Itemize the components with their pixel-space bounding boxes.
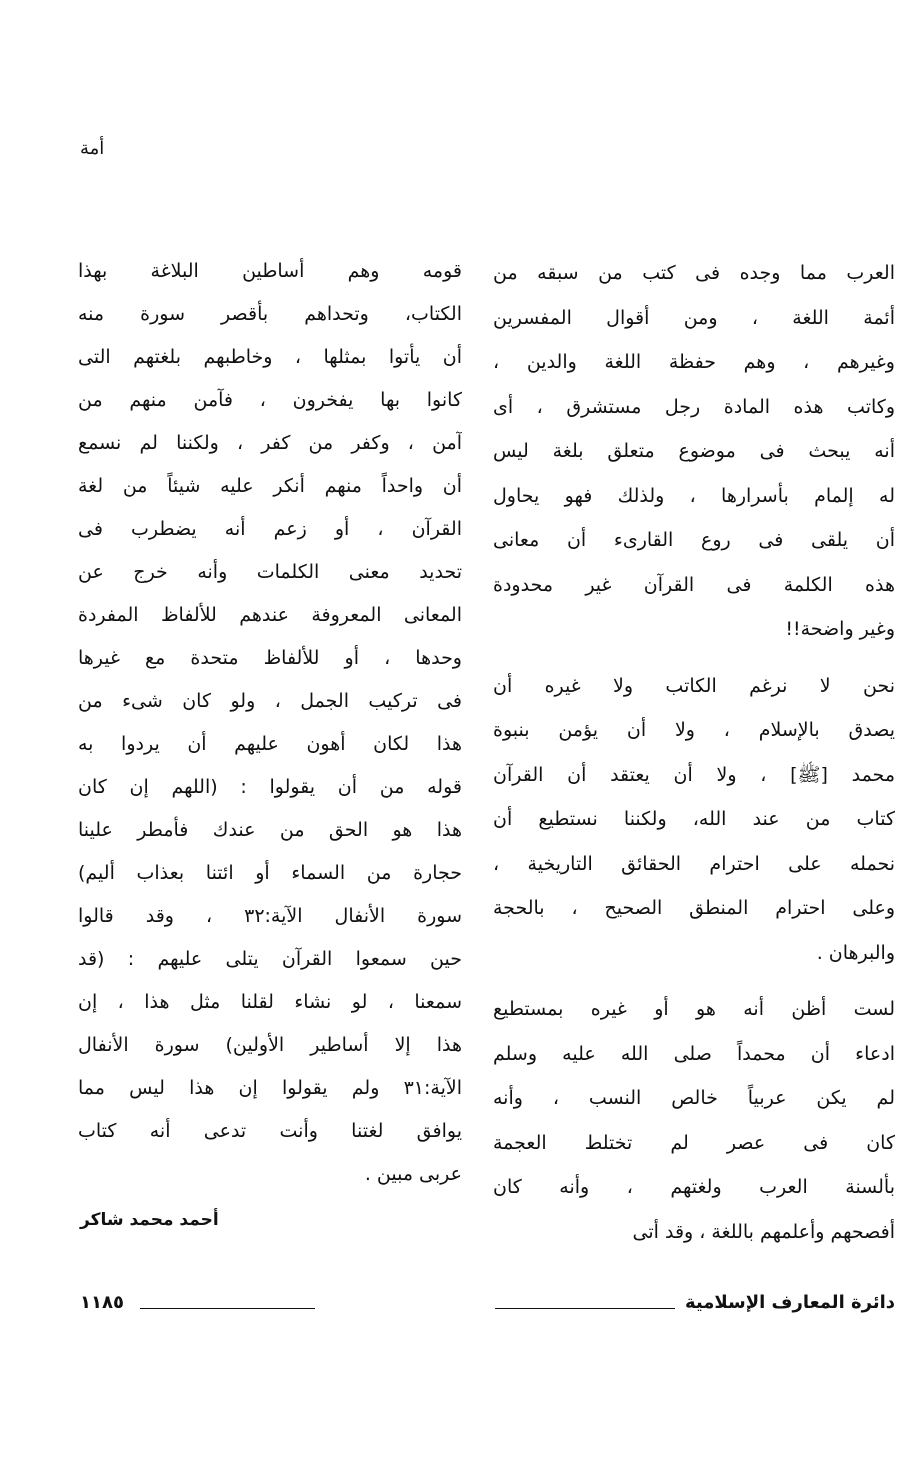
text-line: قوله من أن يقولوا : (اللهم إن كان: [78, 776, 462, 798]
text-line: حين سمعوا القرآن يتلى عليهم : (قد: [78, 948, 462, 970]
text-line: هذا إلا أساطير الأولين) سورة الأنفال: [78, 1034, 462, 1056]
paragraph: [78, 256, 462, 1202]
text-line: الكتاب، وتحداهم بأقصر سورة منه: [78, 303, 462, 325]
text-line: نحمله على احترام الحقائق التاريخية ،: [493, 852, 895, 875]
author-signature: أحمد محمد شاكر: [80, 1210, 219, 1230]
paragraph: [493, 994, 895, 1261]
text-line: فى تركيب الجمل ، ولو كان شىء من: [78, 690, 462, 712]
text-line: هذا هو الحق من عندك فأمطر علينا: [78, 819, 462, 841]
text-line: آمن ، وكفر من كفر ، ولكننا لم نسمع: [78, 432, 462, 454]
text-line: بألسنة العرب ولغتهم ، وأنه كان: [493, 1176, 895, 1198]
text-line: أن واحداً منهم أنكر عليه شيئاً من لغة: [78, 475, 462, 497]
right-column: [493, 258, 895, 1273]
text-line: لست أظن أنه هو أو غيره بمستطيع: [493, 998, 895, 1020]
text-line: كان فى عصر لم تختلط العجمة: [493, 1131, 895, 1154]
text-line: قومه وهم أساطين البلاغة بهذا: [78, 260, 462, 282]
text-line: والبرهان .: [816, 941, 895, 964]
text-line: وحدها ، أو للألفاظ متحدة مع غيرها: [78, 647, 462, 669]
left-column: [78, 256, 462, 1214]
text-line: حجارة من السماء أو ائتنا بعذاب أليم): [78, 862, 462, 884]
text-line: هذا لكان أهون عليهم أن يردوا به: [78, 733, 462, 755]
paragraph: [493, 671, 895, 983]
footer-rule: [140, 1308, 315, 1309]
text-line: لم يكن عربياً خالص النسب ، وأنه: [493, 1087, 895, 1109]
text-line: يوافق لغتنا وأنت تدعى أنه كتاب: [78, 1120, 462, 1142]
text-line: المعانى المعروفة عندهم للألفاظ المفردة: [78, 604, 462, 626]
page-number: ١١٨٥: [80, 1292, 124, 1313]
text-line: محمد [ﷺ] ، ولا أن يعتقد أن القرآن: [493, 763, 895, 786]
text-line: العرب مما وجده فى كتب من سبقه من: [493, 262, 895, 284]
text-line: الآية:٣١ ولم يقولوا إن هذا ليس مما: [78, 1077, 462, 1099]
text-line: أفصحهم وأعلمهم باللغة ، وقد أتى: [632, 1220, 895, 1243]
footer-rule: [495, 1308, 675, 1309]
text-line: كتاب من عند الله، ولكننا نستطيع أن: [493, 808, 895, 830]
text-line: القرآن ، أو زعم أنه يضطرب فى: [78, 518, 462, 540]
text-line: تحديد معنى الكلمات وأنه خرج عن: [78, 561, 462, 583]
entry-header: أمة: [80, 138, 105, 159]
text-line: هذه الكلمة فى القرآن غير محدودة: [493, 573, 895, 596]
text-line: أن يأتوا بمثلها ، وخاطبهم بلغتهم التى: [78, 346, 462, 368]
text-line: أنه يبحث فى موضوع متعلق بلغة ليس: [493, 440, 895, 462]
text-line: سمعنا ، لو نشاء لقلنا مثل هذا ، إن: [78, 991, 462, 1013]
text-line: وغير واضحة!!: [785, 618, 895, 640]
page-footer: [80, 1292, 895, 1322]
text-line: وكاتب هذه المادة رجل مستشرق ، أى: [493, 395, 895, 418]
text-line: سورة الأنفال الآية:٣٢ ، وقد قالوا: [78, 905, 462, 927]
text-line: وغيرهم ، وهم حفظة اللغة والدين ،: [493, 351, 895, 373]
text-line: عربى مبين .: [364, 1163, 462, 1185]
text-line: نحن لا نرغم الكاتب ولا غيره أن: [493, 674, 895, 697]
text-line: أن يلقى فى روع القارىء أن معانى: [493, 529, 895, 551]
text-line: أئمة اللغة ، ومن أقوال المفسرين: [493, 306, 895, 329]
publication-title: دائرة المعارف الإسلامية: [684, 1292, 895, 1313]
text-line: كانوا بها يفخرون ، فآمن منهم من: [78, 389, 462, 411]
text-line: ادعاء أن محمداً صلى الله عليه وسلم: [493, 1042, 895, 1065]
text-line: وعلى احترام المنطق الصحيح ، بالحجة: [493, 897, 895, 919]
text-line: له إلمام بأسرارها ، ولذلك فهو يحاول: [493, 484, 895, 507]
paragraph: [493, 258, 895, 659]
text-line: يصدق بالإسلام ، ولا أن يؤمن بنبوة: [493, 719, 895, 741]
